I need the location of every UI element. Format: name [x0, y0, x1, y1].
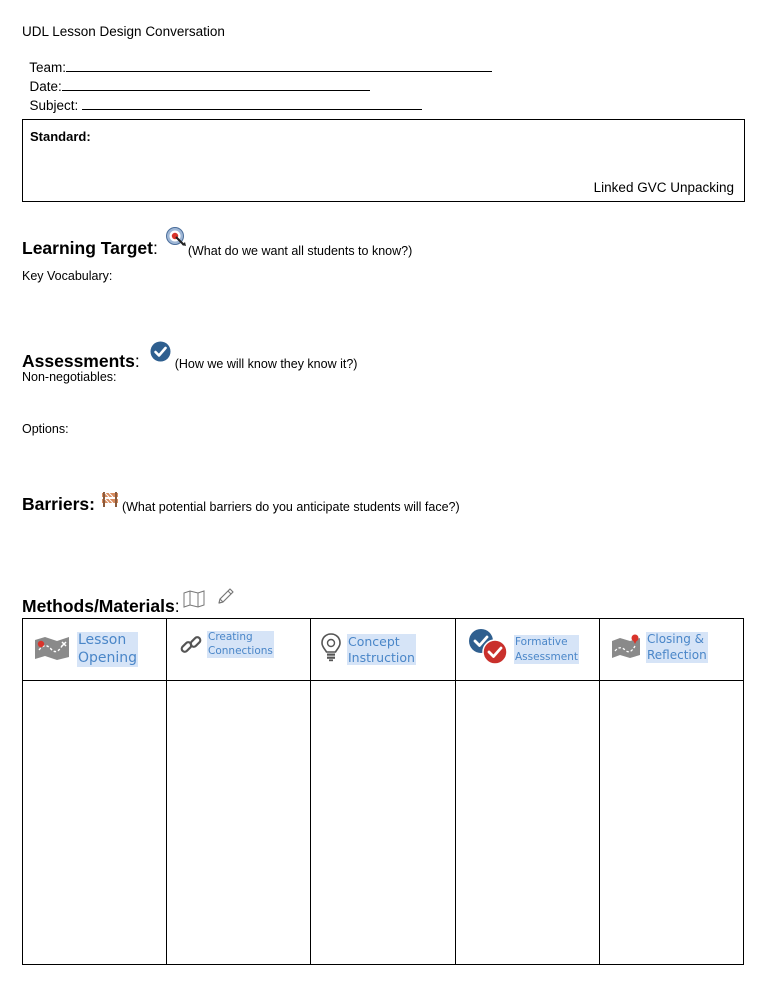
- methods-colon: :: [174, 596, 180, 616]
- standard-box[interactable]: [22, 119, 745, 202]
- checkmark-circle-icon: [150, 341, 171, 367]
- subject-blank[interactable]: [82, 97, 422, 110]
- closing-reflection-cell[interactable]: [600, 681, 744, 965]
- pencil-icon: [216, 586, 236, 611]
- learning-target-heading: [22, 226, 412, 259]
- methods-table-body-row: [23, 681, 744, 965]
- map-icon: [182, 589, 206, 614]
- barriers-note: (What potential barriers do you anticipate students will face?): [121, 500, 460, 514]
- learning-target-note: (What do we want all students to know?): [187, 244, 413, 258]
- document-title: UDL Lesson Design Conversation: [22, 24, 225, 39]
- barriers-title: Barriers:: [22, 494, 95, 514]
- assessments-heading: [22, 341, 357, 372]
- lightbulb-icon: [320, 632, 342, 667]
- methods-table: [22, 618, 744, 965]
- closing-reflection-line1: Closing &: [647, 632, 705, 646]
- standard-label: Standard:: [30, 129, 91, 144]
- concept-instruction-line1: Concept: [348, 633, 400, 649]
- map-pin-icon: [610, 632, 642, 665]
- closing-reflection-label: [646, 632, 708, 663]
- learning-target-title: Learning Target: [22, 238, 153, 258]
- assessments-title: Assessments: [22, 351, 135, 371]
- concept-instruction-cell[interactable]: [311, 681, 456, 965]
- closing-reflection-line2: Reflection: [647, 647, 707, 662]
- column-header-creating-connections: [167, 619, 311, 681]
- creating-connections-line2: Connections: [208, 644, 273, 657]
- column-header-formative-assessment: [456, 619, 600, 681]
- column-header-lesson-opening: [23, 619, 167, 681]
- methods-table-header-row: [23, 619, 744, 681]
- learning-target-colon: :: [152, 238, 158, 258]
- key-vocabulary-label: Key Vocabulary:: [22, 269, 113, 283]
- column-header-closing-reflection: [600, 619, 744, 681]
- methods-title: Methods/Materials: [22, 596, 175, 616]
- lesson-opening-cell[interactable]: [23, 681, 167, 965]
- formative-assessment-line1: Formative: [515, 636, 568, 649]
- formative-assessment-label: [514, 635, 579, 663]
- team-label: Team:: [29, 60, 67, 75]
- target-icon: [165, 226, 187, 253]
- creating-connections-label: [207, 631, 274, 658]
- lesson-opening-label: [77, 632, 138, 667]
- assessments-colon: :: [134, 351, 140, 371]
- concept-instruction-label: [347, 634, 416, 665]
- hurdle-icon: [101, 490, 119, 513]
- creating-connections-line1: Creating: [208, 631, 253, 643]
- subject-field[interactable]: [22, 80, 422, 114]
- date-label: Date:: [29, 79, 62, 94]
- treasure-map-icon: [33, 632, 71, 667]
- column-header-concept-instruction: [311, 619, 456, 681]
- concept-instruction-line2: Instruction: [348, 649, 415, 665]
- lesson-opening-line2: Opening: [78, 649, 138, 666]
- chain-link-icon: [179, 633, 203, 662]
- lesson-opening-line1: Lesson: [78, 632, 127, 648]
- formative-assessment-cell[interactable]: [456, 681, 600, 965]
- options-label: Options:: [22, 422, 69, 436]
- formative-assessment-line2: Assessment: [515, 650, 578, 663]
- methods-heading: [22, 586, 236, 617]
- subject-label: Subject:: [29, 98, 83, 113]
- barriers-heading: [22, 490, 460, 515]
- linked-gvc-unpacking[interactable]: Linked GVC Unpacking: [593, 180, 734, 195]
- double-check-icon: [468, 628, 510, 671]
- assessments-note: (How we will know they know it?): [174, 357, 358, 371]
- creating-connections-cell[interactable]: [167, 681, 311, 965]
- non-negotiables-label: Non-negotiables:: [22, 370, 117, 384]
